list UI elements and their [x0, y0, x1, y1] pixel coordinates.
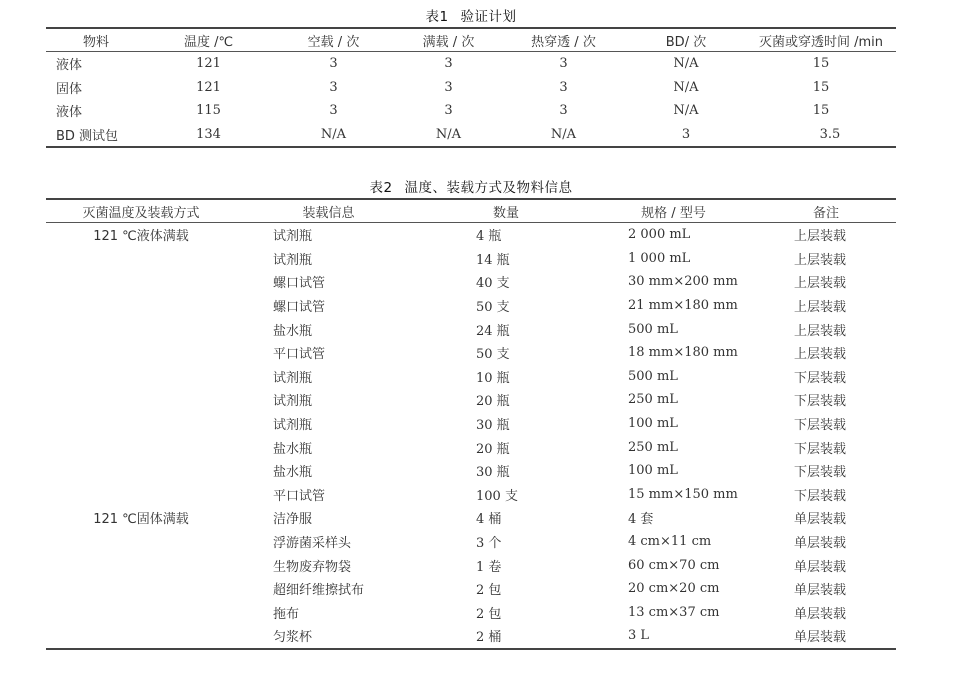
table-row: [46, 459, 896, 483]
table1-header-bd: BD/ 次: [665, 34, 707, 50]
cell-spec: 500 mL: [628, 368, 678, 384]
table-row: [46, 365, 896, 389]
cell-spec: 13 cm×37 cm: [628, 604, 720, 620]
cell-remarks: 单层装载: [794, 606, 847, 622]
cell-remarks: 上层装载: [794, 347, 847, 363]
cell-quantity: 4 桶: [476, 512, 502, 528]
table-row: [46, 601, 896, 625]
table1-header-heat-penetration: 热穿透 / 次: [531, 34, 596, 50]
cell-spec: 15 mm×150 mm: [628, 486, 738, 502]
cell-item: 匀浆杯: [273, 630, 313, 646]
cell-quantity: 100 支: [476, 488, 518, 504]
table-row: [46, 553, 896, 577]
cell-empty-load: 3: [329, 103, 338, 119]
cell-bd: N/A: [673, 79, 699, 95]
cell-quantity: 3 个: [476, 536, 502, 552]
cell-spec: 100 mL: [628, 416, 678, 432]
cell-mode: [46, 317, 236, 341]
cell-remarks: 上层装载: [794, 276, 847, 292]
table-row: [46, 294, 896, 318]
cell-item: 试剂瓶: [273, 394, 313, 410]
cell-spec: 1 000 mL: [628, 250, 691, 266]
cell-empty-load: 3: [329, 79, 338, 95]
cell-spec: 3 L: [628, 628, 650, 644]
cell-quantity: 10 瓶: [476, 370, 510, 386]
cell-heat-penetration: 3: [559, 103, 568, 119]
cell-quantity: 14 瓶: [476, 252, 510, 268]
cell-mode: [46, 388, 236, 412]
table1-verification-plan: [46, 27, 896, 148]
table-row: [46, 577, 896, 601]
table-row: [46, 223, 896, 247]
cell-temperature: 134: [196, 126, 221, 142]
cell-bd: N/A: [673, 103, 699, 119]
cell-item: 超细纤维擦拭布: [273, 583, 365, 599]
cell-mode: [46, 365, 236, 389]
table1-header-material: 物料: [82, 34, 109, 50]
cell-time: 15: [812, 56, 830, 72]
cell-item: 平口试管: [273, 347, 326, 363]
cell-remarks: 单层装载: [794, 630, 847, 646]
table2-caption-number: 表2: [369, 180, 393, 196]
cell-full-load: 3: [444, 103, 453, 119]
cell-time: 3.5: [819, 126, 841, 142]
cell-quantity: 20 瓶: [476, 394, 510, 410]
table-row: [46, 388, 896, 412]
cell-item: 盐水瓶: [273, 323, 313, 339]
table-row: [46, 435, 896, 459]
cell-spec: 30 mm×200 mm: [628, 274, 738, 290]
cell-heat-penetration: 3: [559, 79, 568, 95]
table2-header-remarks: 备注: [812, 205, 839, 221]
cell-item: 浮游菌采样头: [273, 536, 352, 552]
table1-header-time: 灭菌或穿透时间 /min: [758, 34, 884, 50]
table-row: [46, 123, 896, 148]
cell-bd: 3: [681, 126, 691, 142]
table1-caption-number: 表1: [425, 9, 449, 25]
cell-remarks: 单层装载: [794, 559, 847, 575]
cell-material: BD 测试包: [56, 128, 119, 144]
cell-mode: [46, 435, 236, 459]
cell-quantity: 2 包: [476, 606, 502, 622]
cell-spec: 4 cm×11 cm: [628, 534, 712, 550]
cell-spec: 500 mL: [628, 321, 678, 337]
table2-load-info: [46, 198, 896, 650]
cell-remarks: 下层装载: [794, 418, 847, 434]
cell-item: 试剂瓶: [273, 418, 313, 434]
cell-item: 平口试管: [273, 488, 326, 504]
cell-heat-penetration: 3: [559, 56, 568, 72]
cell-full-load: N/A: [435, 126, 462, 142]
cell-spec: 60 cm×70 cm: [628, 557, 720, 573]
cell-remarks: 下层装载: [794, 370, 847, 386]
cell-spec: 250 mL: [628, 392, 678, 408]
cell-temperature: 115: [196, 103, 221, 119]
cell-remarks: 单层装载: [794, 512, 847, 528]
cell-time: 15: [812, 79, 830, 95]
table-row: [46, 317, 896, 341]
cell-empty-load: 3: [329, 56, 338, 72]
cell-time: 15: [812, 103, 830, 119]
cell-item: 生物废弃物袋: [273, 559, 352, 575]
table2-header-spec: 规格 / 型号: [641, 205, 706, 221]
cell-spec: 2 000 mL: [628, 227, 691, 243]
cell-quantity: 30 瓶: [476, 465, 510, 481]
table2-header-quantity: 数量: [492, 205, 519, 221]
cell-quantity: 50 支: [476, 300, 510, 316]
table1-header-temperature: 温度 /℃: [183, 34, 234, 50]
cell-quantity: 40 支: [476, 276, 510, 292]
cell-remarks: 单层装载: [794, 583, 847, 599]
cell-item: 盐水瓶: [273, 441, 313, 457]
table-row: [46, 247, 896, 271]
cell-item: 盐水瓶: [273, 465, 313, 481]
cell-spec: 21 mm×180 mm: [628, 298, 738, 314]
cell-mode: [46, 270, 236, 294]
cell-temperature: 121: [196, 56, 221, 72]
cell-quantity: 4 瓶: [476, 229, 502, 245]
cell-item: 试剂瓶: [273, 370, 313, 386]
cell-remarks: 下层装载: [794, 488, 847, 504]
cell-heat-penetration: N/A: [550, 126, 577, 142]
table-row: [46, 506, 896, 530]
cell-remarks: 单层装载: [794, 536, 847, 552]
cell-quantity: 50 支: [476, 347, 510, 363]
cell-spec: 20 cm×20 cm: [628, 581, 720, 597]
table-row: [46, 483, 896, 507]
cell-item: 拖布: [273, 606, 300, 622]
cell-quantity: 20 瓶: [476, 441, 510, 457]
cell-mode: [46, 530, 236, 554]
cell-material: 液体: [56, 105, 83, 121]
cell-quantity: 2 包: [476, 583, 502, 599]
table1-caption: [46, 5, 896, 25]
cell-remarks: 上层装载: [794, 300, 847, 316]
table1-header-row: [46, 28, 896, 52]
table2-header-row: [46, 199, 896, 223]
cell-mode: [46, 412, 236, 436]
table-row: [46, 624, 896, 649]
table-row: [46, 76, 896, 100]
cell-empty-load: N/A: [320, 126, 347, 142]
cell-material: 液体: [56, 58, 83, 74]
cell-quantity: 1 卷: [476, 559, 502, 575]
table-row: [46, 270, 896, 294]
cell-remarks: 上层装载: [794, 323, 847, 339]
table2-caption: [46, 176, 896, 196]
table2-header-load-info: 装载信息: [302, 205, 355, 221]
cell-remarks: 上层装载: [794, 252, 847, 268]
cell-mode: [46, 624, 236, 649]
cell-item: 螺口试管: [273, 276, 326, 292]
cell-remarks: 下层装载: [794, 394, 847, 410]
table1-caption-title: 验证计划: [460, 9, 517, 25]
table1-header-empty-load: 空载 / 次: [307, 34, 360, 50]
cell-mode: [46, 459, 236, 483]
cell-full-load: 3: [444, 79, 453, 95]
cell-item: 试剂瓶: [273, 229, 313, 245]
cell-item: 螺口试管: [273, 300, 326, 316]
cell-mode: [46, 553, 236, 577]
cell-mode: [46, 601, 236, 625]
cell-remarks: 下层装载: [794, 441, 847, 457]
cell-remarks: 下层装载: [794, 465, 847, 481]
cell-bd: N/A: [673, 56, 699, 72]
table1-header-full-load: 满载 / 次: [422, 34, 475, 50]
cell-material: 固体: [56, 81, 83, 97]
cell-mode: 121 ℃液体满载: [93, 229, 189, 245]
table-row: [46, 341, 896, 365]
table-row: [46, 412, 896, 436]
cell-mode: [46, 577, 236, 601]
cell-quantity: 30 瓶: [476, 418, 510, 434]
cell-quantity: 2 桶: [476, 630, 502, 646]
cell-temperature: 121: [196, 79, 221, 95]
cell-spec: 18 mm×180 mm: [628, 345, 738, 361]
cell-mode: [46, 483, 236, 507]
table-row: [46, 52, 896, 76]
cell-mode: [46, 294, 236, 318]
cell-full-load: 3: [444, 56, 453, 72]
cell-item: 洁净服: [273, 512, 313, 528]
cell-mode: [46, 341, 236, 365]
table2-header-sterilization-mode: 灭菌温度及装载方式: [82, 205, 200, 221]
cell-spec: 250 mL: [628, 439, 678, 455]
cell-remarks: 上层装载: [794, 229, 847, 245]
table-row: [46, 99, 896, 123]
cell-spec: 100 mL: [628, 463, 678, 479]
cell-spec: 4 套: [628, 512, 654, 528]
cell-item: 试剂瓶: [273, 252, 313, 268]
cell-mode: 121 ℃固体满载: [93, 512, 189, 528]
table2-caption-title: 温度、装载方式及物料信息: [404, 180, 573, 196]
cell-mode: [46, 247, 236, 271]
table-row: [46, 530, 896, 554]
cell-quantity: 24 瓶: [476, 323, 510, 339]
